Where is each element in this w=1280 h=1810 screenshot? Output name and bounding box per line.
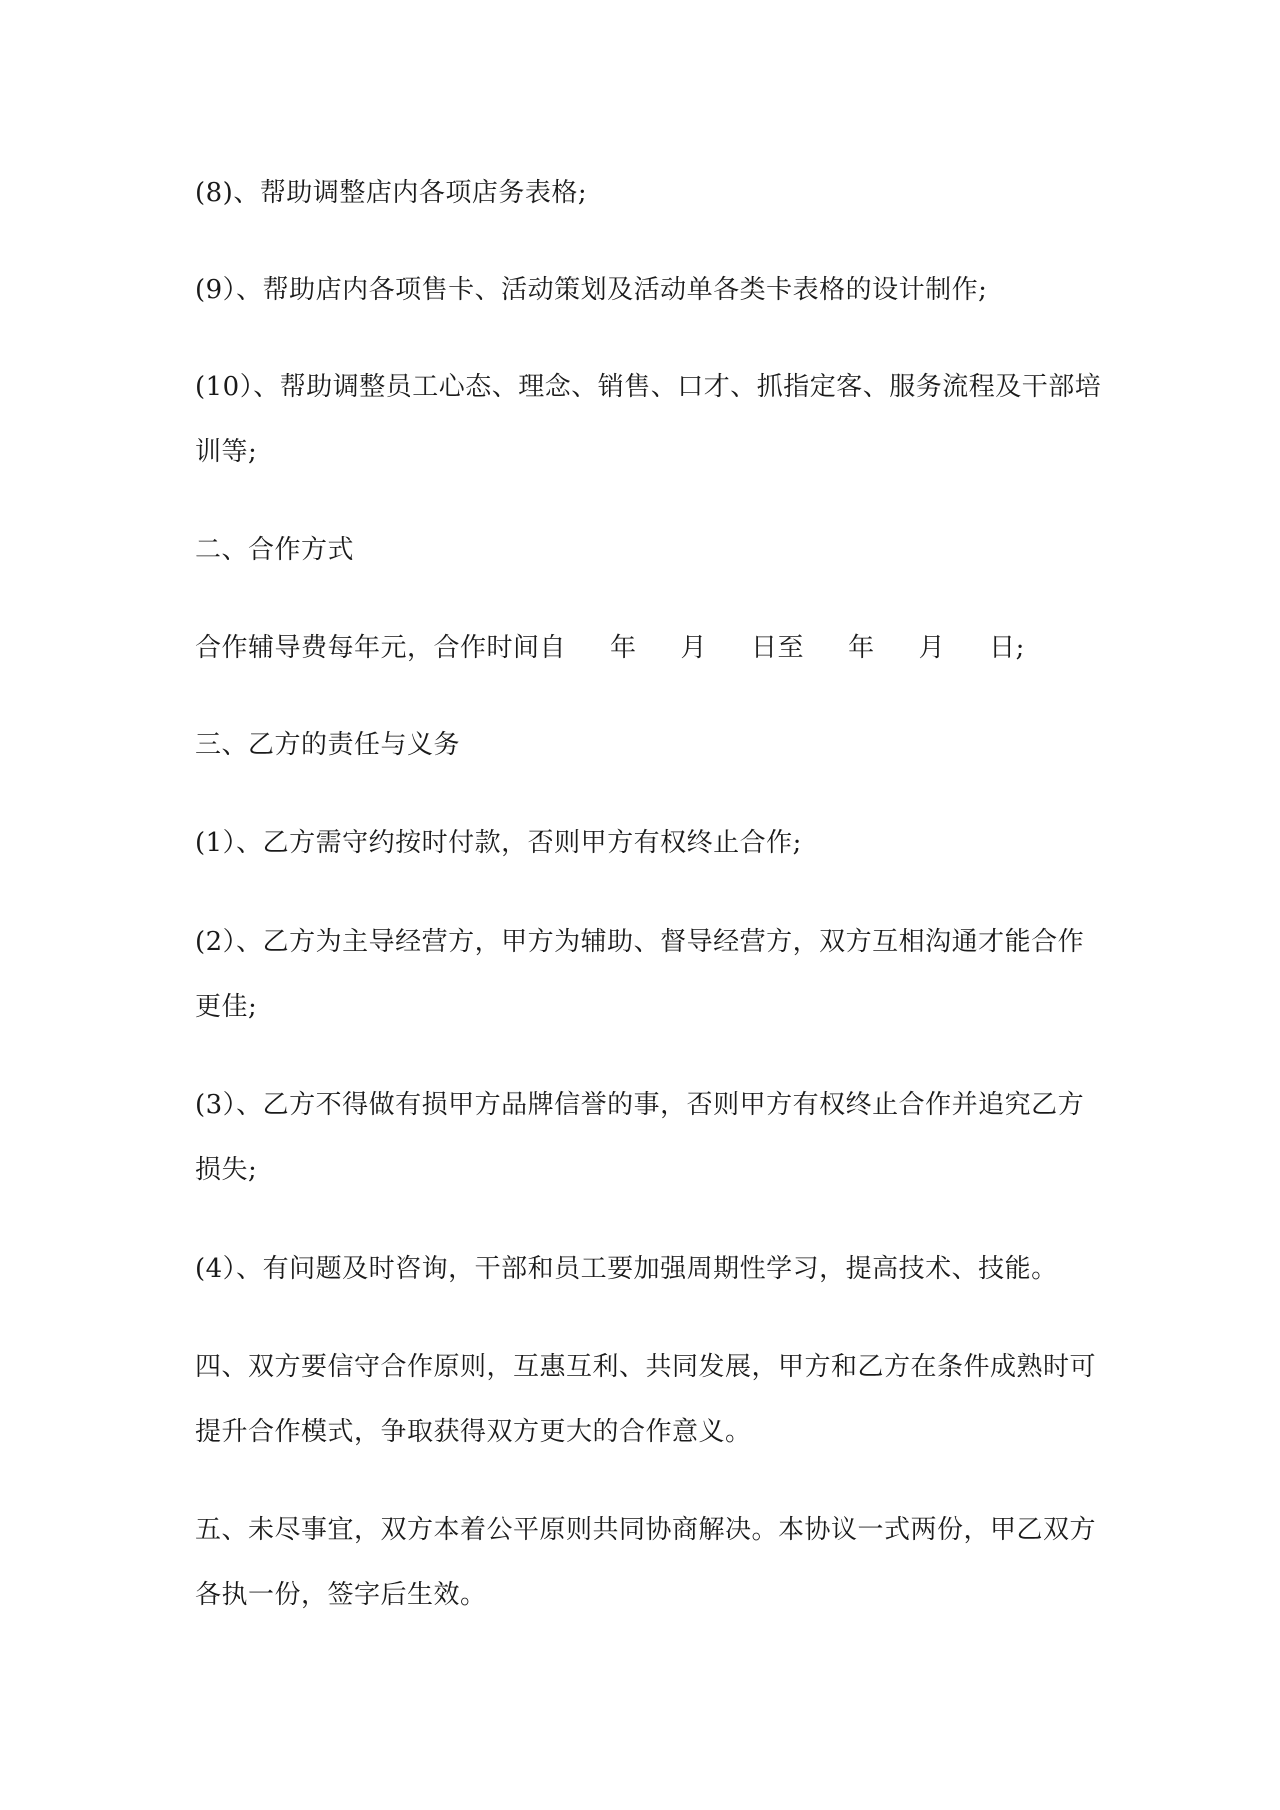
end-year-label: 年 xyxy=(848,633,875,663)
section-4-line-2: 提升合作模式，争取获得双方更大的合作意义。 xyxy=(195,1417,752,1447)
clause-8: (8)、帮助调整店内各项店务表格; xyxy=(195,178,588,208)
obligation-2-line-1: (2）、乙方为主导经营方，甲方为辅助、督导经营方，双方互相沟通才能合作 xyxy=(195,927,1085,957)
end-day-label: 日; xyxy=(989,633,1025,663)
clause-10-line-2: 训等; xyxy=(195,437,258,467)
fee-and-term-line xyxy=(195,633,1095,663)
obligation-4: (4）、有问题及时咨询，干部和员工要加强周期性学习，提高技术、技能。 xyxy=(195,1254,1058,1284)
section-4-line-1: 四、双方要信守合作原则，互惠互利、共同发展，甲方和乙方在条件成熟时可 xyxy=(195,1352,1097,1382)
obligation-3-line-1: (3）、乙方不得做有损甲方品牌信誉的事，否则甲方有权终止合作并追究乙方 xyxy=(195,1090,1085,1120)
clause-10-line-1: (10）、帮助调整员工心态、理念、销售、口才、抓指定客、服务流程及干部培 xyxy=(195,372,1102,402)
obligation-2-line-2: 更佳; xyxy=(195,992,258,1022)
start-year-label: 年 xyxy=(610,633,637,663)
start-day-to-label: 日至 xyxy=(751,633,805,663)
end-month-label: 月 xyxy=(918,633,946,663)
obligation-3-line-2: 损失; xyxy=(195,1155,258,1185)
fee-text: 合作辅导费每年元，合作时间自 xyxy=(195,633,567,663)
section-5-line-2: 各执一份，签字后生效。 xyxy=(195,1580,487,1610)
obligation-1: (1）、乙方需守约按时付款，否则甲方有权终止合作; xyxy=(195,828,802,858)
section-3-heading: 三、乙方的责任与义务 xyxy=(195,730,461,760)
clause-9: (9）、帮助店内各项售卡、活动策划及活动单各类卡表格的设计制作; xyxy=(195,275,988,305)
section-2-heading: 二、合作方式 xyxy=(195,535,355,565)
section-5-line-1: 五、未尽事宜，双方本着公平原则共同协商解决。本协议一式两份，甲乙双方 xyxy=(195,1515,1097,1545)
start-month-label: 月 xyxy=(680,633,708,663)
